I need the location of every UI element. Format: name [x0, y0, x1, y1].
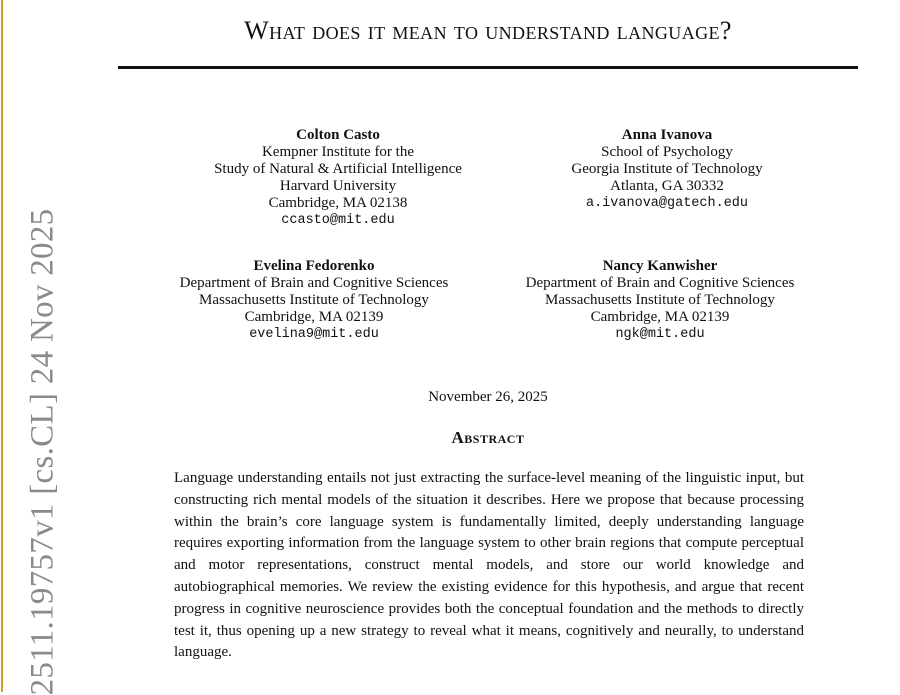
author-email: ccasto@mit.edu: [281, 213, 395, 228]
author-name: Nancy Kanwisher: [602, 258, 718, 274]
author-affiliation-line: Department of Brain and Cognitive Sciences: [525, 275, 795, 291]
author-email: a.ivanova@gatech.edu: [585, 196, 749, 211]
author-affiliation-line: Cambridge, MA 02138: [268, 195, 408, 211]
author-name: Evelina Fedorenko: [253, 258, 375, 274]
author-affiliation-line: School of Psychology: [601, 144, 733, 160]
arxiv-identifier-stamp: 2511.19757v1 [cs.CL] 24 Nov 2025: [24, 208, 61, 695]
author-affiliation-line: Massachusetts Institute of Technology: [545, 292, 775, 308]
author-affiliation-line: Georgia Institute of Technology: [571, 161, 763, 177]
author-affiliation-line: Cambridge, MA 02139: [590, 309, 730, 325]
abstract-body: Language understanding entails not just extracting the surface-level meaning of the linguistic input, but constructing rich mental models of the situation it describes. Here we propose that because processing within the brain’s core language system is fundamentally limited, deeply understanding language requires exporting information from the language system to other brain regions that compute perceptual and motor representations, construct mental models, and store our world knowledge and autobiographical memories. We review the existing evidence for this hypothesis, and argue that recent progress in cognitive neuroscience provides both the conceptual foundation and the methods to directly test it, thus opening up a new strategy to reveal what it means, cognitively and neurally, to understand language.: [174, 470, 804, 661]
title-rule: [118, 66, 858, 69]
author-affiliation-line: Massachusetts Institute of Technology: [199, 292, 429, 308]
author-affiliation-line: Kempner Institute for the: [261, 144, 415, 160]
author-block-fedorenko: [164, 258, 464, 343]
author-name: Colton Casto: [296, 127, 380, 143]
author-block-kanwisher: [510, 258, 810, 343]
author-email: ngk@mit.edu: [615, 327, 705, 342]
author-email: evelina9@mit.edu: [249, 327, 379, 342]
publication-date: November 26, 2025: [428, 389, 548, 405]
author-affiliation-line: Department of Brain and Cognitive Sciences: [179, 275, 449, 291]
author-affiliation-line: Atlanta, GA 30332: [610, 178, 724, 194]
author-affiliation-line: Harvard University: [279, 178, 397, 194]
author-block-ivanova: [532, 127, 802, 212]
paper-title: What does it mean to understand language?: [244, 16, 732, 45]
author-affiliation-line: Study of Natural & Artificial Intelligence: [214, 161, 462, 177]
left-edge-rule: [1, 0, 3, 692]
author-block-casto: [188, 127, 488, 229]
author-affiliation-line: Cambridge, MA 02139: [244, 309, 384, 325]
abstract-heading: Abstract: [451, 428, 525, 447]
author-name: Anna Ivanova: [621, 127, 713, 143]
